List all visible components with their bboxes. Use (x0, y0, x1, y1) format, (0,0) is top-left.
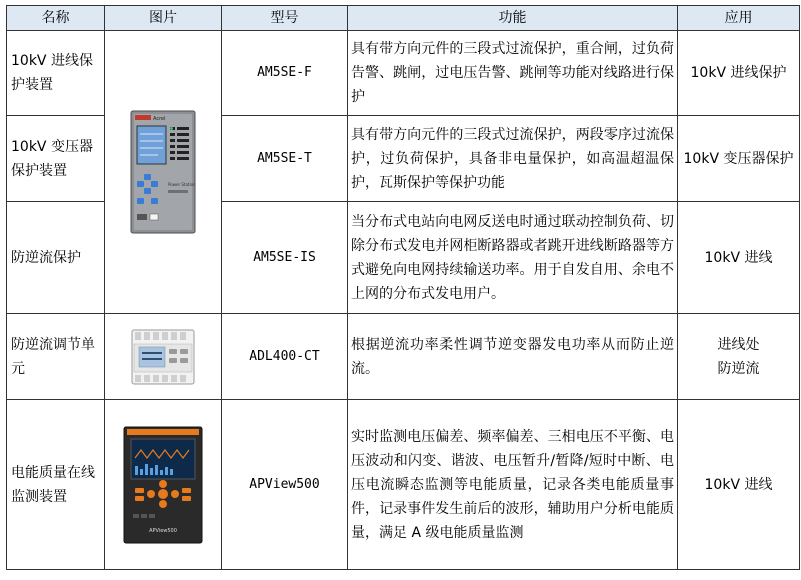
header-name: 名称 (7, 6, 105, 31)
adl400-picture-cell (105, 314, 222, 400)
row-model: AM5SE-F (222, 31, 348, 116)
row-name: 电能质量在线监测装置 (7, 400, 105, 570)
row-application: 进线处 防逆流 (678, 314, 800, 400)
row-function: 具有带方向元件的三段式过流保护，重合闸，过负荷告警、跳闸，过电压告警、跳闸等功能对线路进行保护 (348, 31, 678, 116)
row-model: AM5SE-T (222, 116, 348, 202)
row-application: 10kV 进线 (678, 202, 800, 314)
row-name: 10kV 进线保护装置 (7, 31, 105, 116)
row-name: 10kV 变压器保护装置 (7, 116, 105, 202)
table-row (7, 314, 800, 400)
table-row (7, 31, 800, 116)
row-application: 10kV 进线保护 (678, 31, 800, 116)
row-application: 10kV 进线 (678, 400, 800, 570)
row-function: 实时监测电压偏差、频率偏差、三相电压不平衡、电压波动和闪变、谐波、电压暂升/暂降/短时中断、电压电流瞬态监测等电能质量，记录各类电能质量事件，记录事件发生前后的波形，辅助用户分析电能质量，满足 A 级电能质量监测 (348, 400, 678, 570)
row-model: AM5SE-IS (222, 202, 348, 314)
apview500-picture-cell (105, 400, 222, 570)
row-model: ADL400-CT (222, 314, 348, 400)
header-function: 功能 (348, 6, 678, 31)
row-name: 防逆流调节单元 (7, 314, 105, 400)
adl400-meter-image (131, 329, 195, 385)
table-row (7, 400, 800, 570)
power-station-label: Power Station (168, 182, 196, 187)
apview500-monitor-image (123, 426, 203, 544)
row-function: 当分布式电站向电网反送电时通过联动控制负荷、切除分布式发电并网柜断路器或者跳开进线断路器等方式避免向电网持续输送功率。用于自发自用、余电不上网的分布式发电用户。 (348, 202, 678, 314)
device-spec-table (6, 5, 800, 570)
apview500-panel-label: APView500 (149, 527, 177, 534)
acrel-logo-text: Acrel (153, 116, 166, 122)
row-name: 防逆流保护 (7, 202, 105, 314)
row-model: APView500 (222, 400, 348, 570)
row-function: 具有带方向元件的三段式过流保护，两段零序过流保护，过负荷保护，具备非电量保护，如高温超温保护，瓦斯保护等保护功能 (348, 116, 678, 202)
am5se-picture-cell (105, 31, 222, 314)
am5se-relay-image (130, 110, 196, 234)
header-model: 型号 (222, 6, 348, 31)
row-function: 根据逆流功率柔性调节逆变器发电功率从而防止逆流。 (348, 314, 678, 400)
header-picture: 图片 (105, 6, 222, 31)
header-application: 应用 (678, 6, 800, 31)
header-row (7, 6, 800, 31)
row-application: 10kV 变压器保护 (678, 116, 800, 202)
